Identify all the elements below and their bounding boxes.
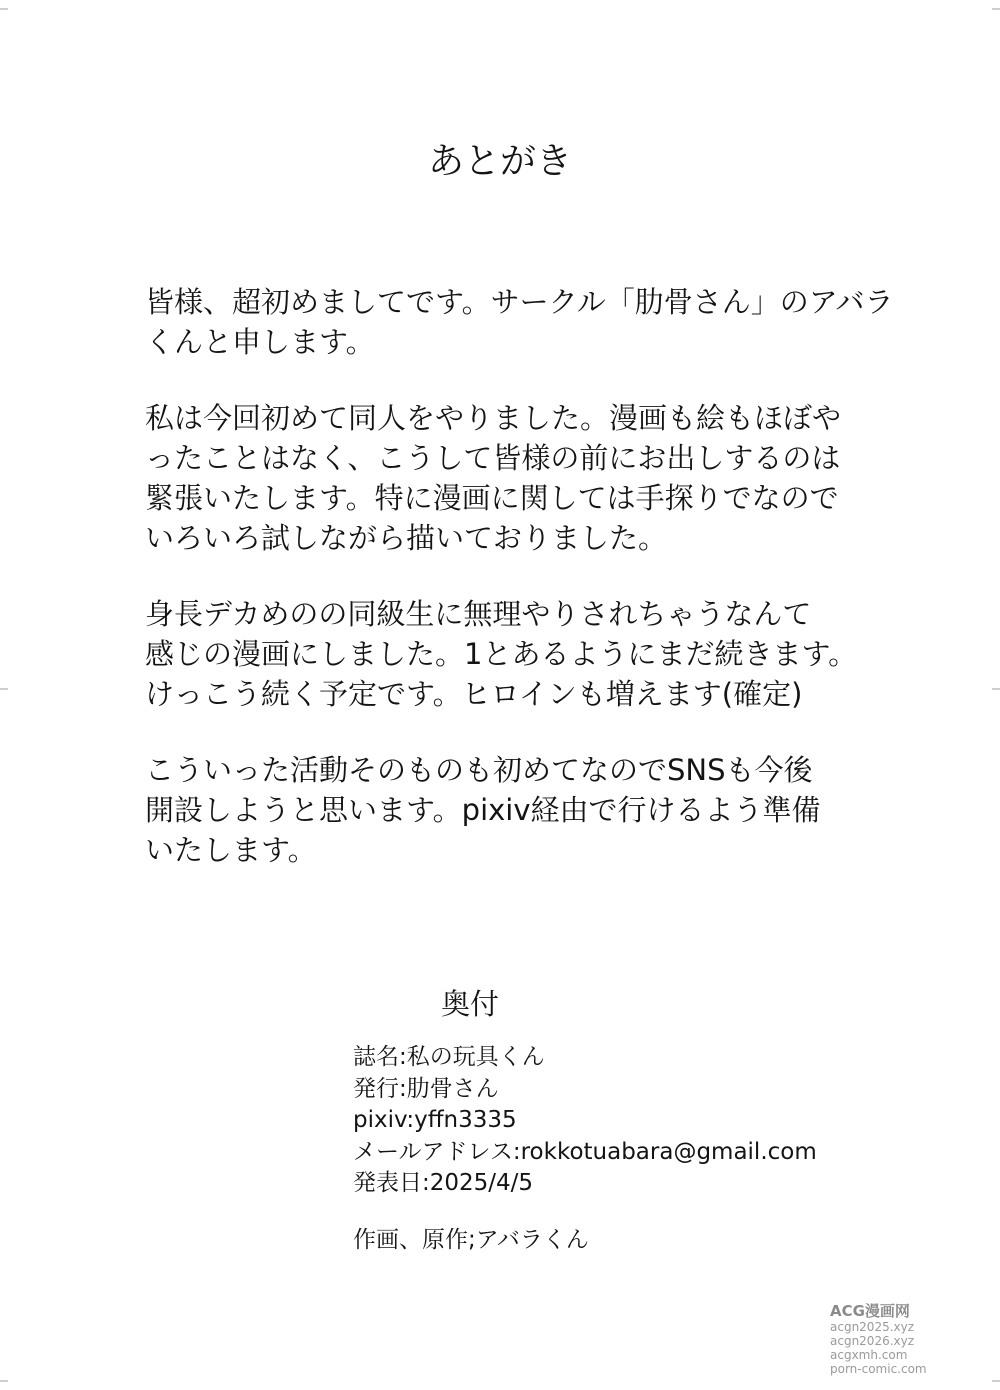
text-line: ったことはなく、こうして皆様の前にお出しするのは [145,441,841,475]
paragraph [145,282,894,362]
crop-mark [992,1380,1000,1382]
colophon-row-title: 誌名:私の玩具くん [353,1044,545,1070]
text-line: いたします。 [145,833,317,867]
paragraph [145,594,890,714]
watermark [830,1304,980,1376]
crop-mark [992,688,1000,690]
colophon-title: 奥付 [440,987,499,1021]
text-line: いろいろ試しながら描いておりました。 [145,521,668,555]
paragraph [145,750,890,870]
text-line: 皆様、超初めましてです。サークル「肋骨さん」のアバラ [145,285,894,319]
watermark-url: porn-comic.com [830,1362,927,1376]
colophon-credit: 作画、原作;アバラくん [353,1226,589,1253]
colophon-details [353,1042,817,1256]
text-line: 開設しようと思います。pixiv経由で行けるよう準備 [145,793,821,827]
colophon-row-pixiv: pixiv:yffn3335 [353,1107,517,1133]
text-line: 私は今回初めて同人をやりました。漫画も絵もほぼや [145,401,842,435]
watermark-url: acgxmh.com [830,1348,908,1362]
paragraph [145,398,890,558]
text-line: 身長デカめのの同級生に無理やりされちゃうなんて [145,597,812,631]
colophon-row-email: メールアドレス:rokkotuabara@gmail.com [353,1138,817,1165]
colophon-row-publisher: 発行:肋骨さん [353,1075,499,1102]
crop-mark [0,8,8,10]
watermark-logo: ACG漫画网 [830,1302,910,1320]
text-line: くんと申します。 [145,325,375,359]
afterword-title: あとがき [427,141,572,182]
afterword-body [145,282,894,906]
text-line: 感じの漫画にしました。1とあるようにまだ続きます。 [145,637,858,671]
watermark-url: acgn2025.xyz [830,1320,915,1334]
text-line: こういった活動そのものも初めてなのでSNSも今後 [145,753,813,787]
crop-mark [0,688,8,690]
crop-mark [992,8,1000,10]
watermark-url: acgn2026.xyz [830,1334,915,1348]
crop-mark [0,1380,8,1382]
colophon-row-date: 発表日:2025/4/5 [353,1170,534,1196]
text-line: 緊張いたします。特に漫画に関しては手探りでなので [145,481,839,515]
text-line: けっこう続く予定です。ヒロインも増えます(確定) [145,677,803,711]
